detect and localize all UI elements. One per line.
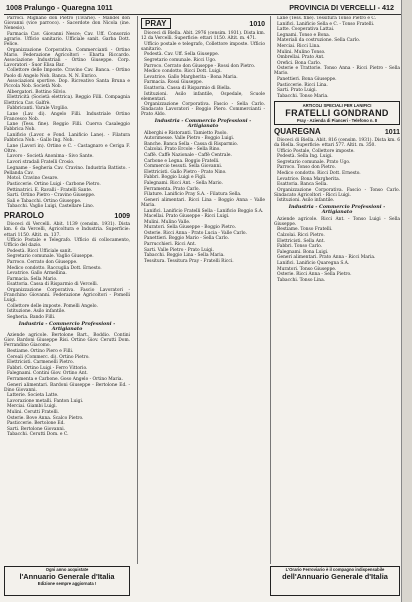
directory-entry: Lane (Tess. fine). Tessitura Tonso Pietro e C. <box>277 16 377 21</box>
directory-entry: Sarti. Bertolone Giovanni. <box>7 426 65 432</box>
town-heading-prarolo <box>4 211 130 220</box>
directory-entry: Calzolai. Ricci Pietro. <box>277 233 325 238</box>
directory-entry: Elettricisti. Sella Ant. <box>277 238 325 244</box>
directory-entry: Lanifici. Lanificio Fratelli Sella - Lanificio Boggio S.A. <box>144 208 264 214</box>
directory-entry: Mulini. Mulino Valle. <box>144 219 191 225</box>
gondrand-ad <box>274 101 400 125</box>
directory-entry: Esattoria. Banca Sella. <box>277 182 328 188</box>
prarolo-info <box>4 222 130 320</box>
directory-entry: Segretario comunale. Vaglio Giuseppe. <box>7 254 94 260</box>
directory-entry: Banche. Banca Sella - Cassa di Risparmio. <box>144 141 238 147</box>
directory-entry: Lanifici. Lanificio Sella e C. - Tonso Fratelli. <box>277 21 375 27</box>
directory-entry: Segretario comunale. Prato Ugo. <box>277 159 351 165</box>
directory-entry: Materiali da costruzione. Sella Carlo. <box>277 38 361 44</box>
ad-line: ARTICOLI SPECIALI PER LANIFICI <box>302 102 372 108</box>
directory-entry: Dioceci di Vercelli. Abit. 1139 (censim. 1931). Dista km. 6 da Vercelli, Agricoltura e Industria. Superficie: ettari 1150. Altit. m. 137. <box>4 222 130 238</box>
directory-entry: Levatrice. Bona Margherita. <box>277 176 341 182</box>
directory-entry: Esattoria. Cassa di Risparmio di Biella. <box>144 85 232 91</box>
directory-entry: Bestiame. Ortino Piero e Filli. <box>7 349 74 355</box>
directory-entry: Panettieri. Boggio Mario - Sella Carlo. <box>144 236 229 242</box>
directory-entry: Parroco. Cerrato don Giuseppe - Rossi don Pietro. <box>144 63 256 69</box>
directory-entry: Istituzione. Asilo infantile. <box>7 309 66 315</box>
directory-entry: Tabacchi. Tonso Maria. <box>277 93 329 99</box>
directory-entry: Lane (Tess. fine). Reggio Filli. Cuerva Casaleggio Fabbrica Nob. <box>4 122 130 133</box>
directory-entry: Istituzioni. Asilo infantile, Ospedale, Scuole elementari. <box>141 91 265 102</box>
directory-entry: Filature. Lanificio Pray S.A. - Filatura Sella. <box>144 192 242 198</box>
ad-line: Ogni anno acquistate <box>45 567 89 572</box>
directory-entry: Medico condotto. Ricci Dott. Luigi. <box>144 69 222 75</box>
directory-entry: Panettieri. Bona Giuseppe. <box>277 77 337 83</box>
directory-entry: Sarti. Prato Luigi. <box>277 88 317 94</box>
directory-entry: Alberghi e Ristoranti. Tamietto Paolo. <box>144 130 228 136</box>
section-heading: Industria - Commercio Professioni - Artigianato <box>154 118 252 130</box>
directory-entry: Orefici. Bona Carlo. <box>277 60 322 66</box>
directory-entry: Fabbri. Ortino Luigi - Ferro Vittorio. <box>7 365 88 371</box>
header-left: 1008 Pralungo - Quaregna 1011 <box>6 3 113 12</box>
directory-entry: Medico condotto. Ricci Dott. Ernesto. <box>277 170 361 176</box>
directory-entry: Segretario comunale. Ricci Ugo. <box>144 57 217 63</box>
column-2 <box>137 16 265 564</box>
directory-entry: Fabbricanti. Varale Virgilio. <box>7 106 69 112</box>
directory-entry: Carbone e Legna. Boggio Fratelli. <box>144 158 220 164</box>
pray-info <box>141 31 265 118</box>
directory-entry: Pasticcerie. Ortino Luigi - Carbone Pietro. <box>7 181 101 187</box>
directory-entry: Mulini. Cerutti Fratelli. <box>7 410 60 416</box>
directory-entry: Lanifici. Lanificio Quaregna S.A. <box>277 260 350 266</box>
directory-entry: Medico condotto. Raccuglia Dott. Ernesto. <box>7 265 102 271</box>
directory-entry: Lavorazione metalli. Fanton Luigi. <box>7 398 84 404</box>
town-heading-pray <box>141 18 265 29</box>
directory-entry: Lavori stradali Fratelli Crosio. <box>7 160 75 166</box>
directory-entry: Latterie. Societa Latte. <box>7 393 59 399</box>
directory-entry: Generi alimentari. Ricci Lina - Boggio Anna - Valle Maria. <box>141 197 265 208</box>
directory-entry: Ombrellai. Prato Ant. <box>277 55 325 61</box>
directory-entry: Elettricisti. Gallo Pietro - Prato Nino. <box>144 169 227 175</box>
columns <box>4 16 400 564</box>
directory-entry: Elettricisti. Carmenelli Pietro. <box>7 360 74 366</box>
directory-entry: Ferramenta. Prato Carlo. <box>144 186 200 192</box>
directory-entry: Collettore delle imposte. Pomelli Angelo. <box>7 303 98 309</box>
directory-entry: Albergatori. Bottino Silvio. <box>7 89 67 95</box>
column-1 <box>4 16 130 564</box>
col1-entries <box>4 16 130 209</box>
directory-entry: Legnami. Tonso e Bona. <box>277 32 331 38</box>
directory-entry: Associazioni sportive. Dop. Ricreativo Santa Bruna e Piccola Nob. Società Nob. <box>4 79 130 90</box>
directory-entry: Podestà. Sella Ing. Luigi. <box>277 154 333 160</box>
town-code: 1009 <box>114 213 130 221</box>
directory-entry: Parroci. Mignano don Pietro (Tivarie). - Mandel don Giovanni (vice parroco). - Sacerdote don Nicola (ine. Nenesio). <box>4 16 130 32</box>
directory-entry: Podestà. Cav. Uff. Sella Giuseppe. <box>144 52 220 58</box>
directory-entry: Sarti. Ortino Pietro - Cravino Giuseppe. <box>7 193 96 199</box>
directory-entry: Ferramenta e Carbone. Goso Angelo - Ortino Maria. <box>7 377 123 382</box>
page-edge-strip <box>401 0 412 602</box>
directory-entry: Tabacchi. Vaglio Luigi, Castellare Lino. <box>7 204 94 210</box>
header-right: PROVINCIA DI VERCELLI - 412 <box>289 3 394 12</box>
prarolo-businesses <box>4 333 130 437</box>
ad-title: l'Annuario Generale d'Italia <box>19 572 115 581</box>
directory-entry: Aziende agricole. Bertolone Bart., Boddio. Contini Giov. Bardoni Giuseppe Risi. Ortino Giov. Cerutti Dom. Ferrandino Giacomo. <box>4 333 130 349</box>
directory-entry: Mulini. Mulino Tonso. <box>277 49 326 55</box>
directory-entry: Falegnami. Contini Giov. Ortino Ant. <box>7 371 88 377</box>
directory-entry: Tabacchi. Tonso Lina. <box>277 277 326 283</box>
directory-entry: Merciai. Giambi Luigi. <box>7 404 57 410</box>
directory-entry: Ufficio Postale e Telegrafo. Ufficio di collocamento, Ufficio del dazio. <box>4 238 130 249</box>
directory-entry: Pasticcerie. Bertolone Ed. <box>7 421 65 427</box>
directory-entry: Farmacia Cav. Giovanni Nesce; Cav. Uff. Consorzio agrario. Ufficio sanitario. Ufficiale sanit. Garba Dott. Felice. <box>4 31 130 47</box>
directory-entry: Levatrice. Gallo Armellina. <box>7 271 67 277</box>
directory-entry: Dioceci di Biella. Abit. 2976 (censim. 1931). Dista km. 12 da Vercelli. Superficie: ettari 1150. Altit. m. 471. <box>141 31 265 42</box>
directory-entry: Generi alimentari. Bardoni Giuseppe - Bertolone Ed. - Dino Giovanni. <box>4 382 130 393</box>
directory-entry: Parroco. Tonso don Pietro. <box>277 165 336 171</box>
directory-entry: Osterie. Ricci Anna - Sella Pietro. <box>277 272 352 278</box>
directory-entry: Falegnami. Ricci Ant. - Sella Mario. <box>144 181 223 187</box>
directory-entry: Osterie. Ricci Anna - Prato Lucia - Valle Carlo. <box>144 230 247 236</box>
directory-entry: Esattoria. Cassa di Risparmio di Vercelli. <box>7 282 99 288</box>
directory-entry: Dioceci di Biella. Abit. 816 (censim. 1931). Dista km. 6 da Biella. Superficie: ettari 577. Altit. m. 350. <box>274 137 400 148</box>
directory-entry: Elettricità (Società elettrica). Reggio Filli. Compagnia Elettrica Cav. Galfrè. <box>4 95 130 106</box>
directory-entry: Lane (Lav. di). Angelo Filli. Industriale Ortino Francesco Nob. <box>4 111 130 122</box>
directory-entry: Fabbri. Boggio Luigi e Figli. <box>144 175 207 181</box>
directory-entry: Motol. Cravino Cesare. <box>7 176 59 182</box>
town-name: PRAROLO <box>4 211 44 221</box>
column-3 <box>270 16 400 564</box>
pray-businesses <box>141 131 265 264</box>
directory-entry: Levatrice. Gallo Margherita - Bona Maria. <box>144 74 238 80</box>
directory-entry: Parrucchieri. Ricci Ant. <box>144 242 197 248</box>
quaregna-info <box>274 138 400 204</box>
directory-entry: Organizzazione Corporativa. Fascio - Tonso Carlo. Sindacato Agricoltori - Ricci Luigi. <box>274 187 400 198</box>
directory-entry: Osterie e Trattorie. Tonso Anna - Ricci Pietro - Sella Mario. <box>274 66 400 77</box>
ad-line: Edizione sempre aggiornata ! <box>37 581 97 586</box>
directory-entry: Tabacchi. Cerutti Dom. e C. <box>7 432 69 438</box>
directory-entry: Parroco. Cerrato don Giuseppe. <box>7 260 78 266</box>
directory-entry: Commercio tessuti. Sella Giovanni. <box>144 164 223 170</box>
directory-entry: Autorimesse. Valle Pietro - Boggio Luigi. <box>144 136 235 142</box>
directory-entry: Cereali (Commerc. di). Ortino Pietro. <box>7 354 90 360</box>
directory-entry: Sali e Tabacchi. Ortino Giuseppe. <box>7 198 82 204</box>
section-heading: Industria - Commercio Professioni - Artigianato <box>18 320 116 332</box>
directory-entry: Osterie. Bove Anna. Scalco Pietro. <box>7 415 84 421</box>
directory-entry: Ufficio postale e telegrafo, Collettore imposte. Ufficio sanitario. <box>141 41 265 52</box>
directory-entry: Lane (Lavori in). Ortino e C. - Castagnaro e Ceriga F. Oltre. <box>4 143 130 154</box>
directory-entry: Lanificio (Lavor. e Fond. Lanificio Lane). - Filatura Fabbrica Nob. - Gallo Ing. Nob. <box>4 133 130 144</box>
directory-entry: Legname - Segheria Cav. Cravino. Industria Battisto. - Pellanda Cav. <box>4 165 130 176</box>
directory-entry: Muratori. Sella Giuseppe - Boggio Pietro. <box>144 225 236 231</box>
directory-entry: Organizzazione Corporativa. Fascio - Sella Carlo. Sindacato Lavoratori - Boggio Piero. Commercianti - Prato Aldo. <box>141 102 265 118</box>
directory-entry: Falegnami. Bona Luigi. <box>277 249 329 255</box>
directory-entry: Collettore delle Imposte. Cravino Cav. Banca. - Ortino Paolo di Angelo Nob. Banca. N. N. Enrico. <box>4 68 130 79</box>
directory-entry: Pasticcerie. Ricci Lina. <box>277 82 328 88</box>
directory-entry: Organizzazione Corporativa. Commercianti - Ortino Mario. Federazione Agricoltori - Ebarta Riccardo. Associazione Industriali - Ortino Giuseppe. Corp. Lavoratori - Suor Elisa Bar. <box>4 47 130 68</box>
directory-entry: Farmacia. Sella Mario. <box>7 276 58 282</box>
ad-title: FRATELLI GONDRAND <box>285 107 389 118</box>
quaregna-businesses <box>274 217 400 283</box>
ad-title: dell'Annuario Generale d'Italia <box>282 572 388 581</box>
annuario-ad <box>4 566 130 596</box>
directory-entry: Bestiame. Tonso Fratelli. <box>277 227 333 233</box>
town-heading-quaregna <box>274 127 400 136</box>
directory-entry: Lavoro - Società Anonima - Sivo Sante. <box>7 154 94 160</box>
directory-entry: Sarti. Valle Pietro - Prato Luigi. <box>144 247 214 253</box>
directory-entry: Organizzazione Corporativa. Fascio Lavoratori - Franchino Giovanni. Federazione Agricoltori - Pomelli Luigi. <box>4 288 130 304</box>
ad-line: L'Orario Ferroviario è il compagno indispensabile <box>285 567 385 572</box>
orario-ad <box>270 566 400 596</box>
directory-entry: Calzolai. Prato Ercole - Sella Rino. <box>144 147 221 153</box>
directory-entry: Ufficio Postale, Collettore imposte. <box>277 148 355 154</box>
directory-entry: Latte. Cooperativa Lattai. <box>277 27 335 33</box>
directory-entry: Segheria. Bando Filli. <box>7 314 56 320</box>
town-name: PRAY <box>141 18 171 29</box>
directory-entry: Fabbri. Tonso Carlo. <box>277 244 323 250</box>
directory-entry: Aziende agricole. Ricci Ant. - Tonso Luigi - Sella Giuseppe. <box>274 216 400 227</box>
section-heading: Industria - Commercio Professioni - Artigianato <box>288 204 386 216</box>
directory-entry: Istituzioni. Asilo infantile. <box>277 198 335 204</box>
directory-entry: Podestà. Ricci Ufficiale sanit. <box>7 248 73 254</box>
bottom-ads <box>4 566 400 598</box>
directory-entry: Muratori. Tonso Giuseppe. <box>277 266 337 272</box>
page-header <box>4 2 402 15</box>
directory-entry: Macellai. Prato Giuseppe - Ricci Luigi. <box>144 214 230 220</box>
directory-entry: Farmacia. Rossi Giuseppe. <box>144 80 203 86</box>
town-name: QUAREGNA <box>274 126 321 136</box>
directory-entry: Merciai. Ricci Lina. <box>277 43 321 49</box>
directory-entry: Tabacchi. Boggio Lina - Sella Maria. <box>144 253 225 259</box>
ad-line: Pray - Azienda di Pianceri - Telefono n. 8 <box>296 117 378 123</box>
directory-entry: Generi alimentari. Prato Anna - Ricci Maria. <box>277 255 376 261</box>
directory-entry: Pettinatrici. E. Ravalli - Fratelli Sante. <box>7 187 93 193</box>
directory-entry: Caffè. Caffè Nazionale - Caffè Centrale. <box>144 153 232 159</box>
col3-entries <box>274 16 400 99</box>
town-code: 1010 <box>249 21 265 28</box>
town-code: 1011 <box>384 128 400 136</box>
directory-entry: Tessitura. Tessitura Pray - Fratelli Ricci. <box>144 258 234 264</box>
